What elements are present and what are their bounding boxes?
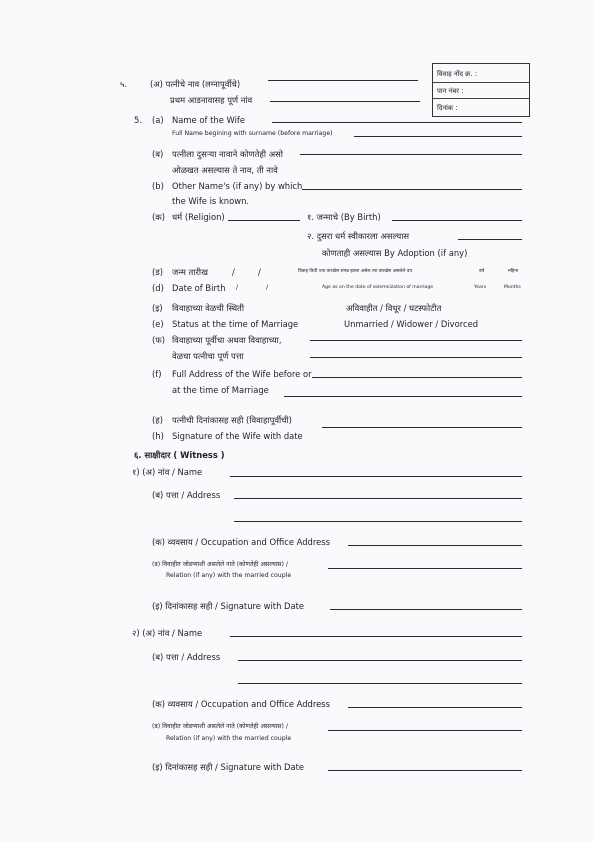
age-label-en: Age as on the date of solemnization of marriage <box>322 285 434 290</box>
wife-fullname-label-mr: प्रथम आडनावासह पूर्ण नांव <box>170 95 253 105</box>
witness-section-title: ६. साक्षीदार ( Witness ) <box>134 450 225 460</box>
witness2-name-label: २) (अ) नांव / Name <box>132 628 203 638</box>
other-names-line[interactable] <box>300 154 522 155</box>
q5h-key: (h) <box>152 431 164 441</box>
age-months-mr: महिना <box>508 269 519 274</box>
address-line-3[interactable] <box>312 377 522 378</box>
witness2-signature-label: (इ) दिनांकासह सही / Signature with Date <box>152 762 305 772</box>
q5b-key: (b) <box>152 181 164 191</box>
wife-signature-label-en: Signature of the Wife with date <box>172 431 303 441</box>
q5-number-en: 5. <box>134 115 142 125</box>
witness1-signature-line[interactable] <box>330 609 522 610</box>
wife-name-label-en: Name of the Wife <box>172 115 246 125</box>
age-years-mr: वर्ष <box>479 269 485 274</box>
dob-separator-en-1: / <box>236 284 239 291</box>
religion-by-birth-label: १. जन्माचे (By Birth) <box>307 212 381 222</box>
witness1-name-line[interactable] <box>230 476 522 477</box>
status-label-en: Status at the time of Marriage <box>172 319 299 329</box>
religion-line[interactable] <box>228 220 300 221</box>
q5e-key-mr: (इ) <box>152 303 163 313</box>
other-names-label-en: Other Name's (if any) by which <box>172 181 303 191</box>
religion-by-birth-line[interactable] <box>392 220 522 221</box>
registration-box <box>432 63 530 117</box>
witness2-occupation-label: (क) व्यवसाय / Occupation and Office Address <box>152 699 330 709</box>
witness1-relation-label-en: Relation (if any) with the married couple <box>166 572 292 579</box>
witness1-relation-label-mr: (ड) विवाहीत जोडप्याशी असलेले नाते (कोणतेही असल्यास) / <box>152 561 288 568</box>
dob-separator-1: / <box>232 267 235 277</box>
witness1-occupation-line[interactable] <box>348 545 522 546</box>
wife-signature-label-mr: पत्नीची दिनांकासह सही (विवाहापूर्वीची) <box>172 415 292 425</box>
q5d-key: (d) <box>152 283 164 293</box>
q5e-key: (e) <box>152 319 164 329</box>
age-years-en: Years <box>474 285 487 290</box>
witness1-address-label: (ब) पत्ता / Address <box>152 490 221 500</box>
witness2-signature-line[interactable] <box>328 770 522 771</box>
status-options-mr[interactable]: अविवाहीत / विधूर / घटस्फोटीत <box>346 303 442 313</box>
witness1-name-label: १) (अ) नांव / Name <box>132 467 203 477</box>
wife-fullname-label-en: Full Name begining with surname (before marriage) <box>172 130 333 137</box>
wife-name-label-mr: (अ) पत्नीचे नाव (लग्नापूर्वीचे) <box>150 79 241 89</box>
witness2-address-label: (ब) पत्ता / Address <box>152 652 221 662</box>
witness1-relation-line[interactable] <box>328 568 522 569</box>
q5-number-mr: ५. <box>120 79 128 89</box>
q5f-key-mr: (फ) <box>152 335 165 345</box>
dob-label-en: Date of Birth <box>172 283 226 293</box>
witness2-relation-label-en: Relation (if any) with the married couple <box>166 735 292 742</box>
witness2-relation-line[interactable] <box>328 730 522 731</box>
dob-label-mr: जन्म तारीख <box>172 267 208 277</box>
witness1-signature-label: (इ) दिनांकासह सही / Signature with Date <box>152 601 305 611</box>
witness2-relation-label-mr: (ड) विवाहीत जोडप्याशी असलेले नाते (कोणतेही असल्यास) / <box>152 723 288 730</box>
age-label-mr: विवाह विधी ज्या तारखेस संपन्न झाला असेल त्या तारखेस असलेले वय <box>298 269 413 274</box>
other-names-label-mr-2: ओळखत असल्यास ते नाव, ती नावे <box>172 165 278 175</box>
witness1-occupation-label: (क) व्यवसाय / Occupation and Office Address <box>152 537 330 547</box>
wife-name-line[interactable] <box>268 80 418 81</box>
other-names-label-mr: पत्नीला दुसऱ्या नावाने कोणतेही असो <box>172 149 283 159</box>
address-line-2[interactable] <box>310 357 522 358</box>
page-no-label: पान नंबर : <box>437 87 464 95</box>
wife-fullname-line[interactable] <box>270 101 420 102</box>
reg-date-label: दिनांक : <box>437 104 458 112</box>
religion-adopted-label-2: कोणताही असल्यास By Adoption (if any) <box>322 248 468 258</box>
other-names-en-line[interactable] <box>302 189 522 190</box>
marriage-reg-no-label: विवाह नोंद क्र. : <box>437 70 477 78</box>
witness2-address-line-2[interactable] <box>238 683 522 684</box>
address-line-4[interactable] <box>284 396 522 397</box>
witness2-name-line[interactable] <box>230 636 522 637</box>
wife-fullname-en-line[interactable] <box>354 136 522 137</box>
q5h-key-mr: (ह) <box>152 415 163 425</box>
wife-name-en-line[interactable] <box>272 122 522 123</box>
dob-separator-2: / <box>258 267 261 277</box>
q5b-key-mr: (ब) <box>152 149 164 159</box>
q5f-key: (f) <box>152 369 162 379</box>
status-options-en[interactable]: Unmarried / Widower / Divorced <box>344 319 479 329</box>
address-label-en-2: at the time of Marriage <box>172 385 269 395</box>
address-label-mr: विवाहाच्या पूर्वीचा अथवा विवाहाच्या, <box>172 335 282 345</box>
wife-signature-line[interactable] <box>322 427 522 428</box>
q5d-key-mr: (ड) <box>152 267 164 277</box>
religion-adopted-line[interactable] <box>458 239 522 240</box>
age-months-en: Months <box>504 285 521 290</box>
religion-adopted-label: २. दुसरा धर्म स्वीकारला असल्यास <box>307 231 410 241</box>
address-label-mr-2: वेळचा पत्नीचा पूर्ण पत्ता <box>172 351 244 361</box>
dob-separator-en-2: / <box>266 284 269 291</box>
witness2-occupation-line[interactable] <box>348 707 522 708</box>
status-label-mr: विवाहाच्या वेळची स्थिती <box>172 303 244 313</box>
q5c-key-mr: (क) <box>152 212 165 222</box>
witness1-address-line-2[interactable] <box>234 521 522 522</box>
other-names-label-en-2: the Wife is known. <box>172 196 250 206</box>
witness2-address-line-1[interactable] <box>238 660 522 661</box>
q5a-key: (a) <box>152 115 164 125</box>
address-label-en: Full Address of the Wife before or <box>172 369 312 379</box>
witness1-address-line-1[interactable] <box>234 498 522 499</box>
address-line-1[interactable] <box>310 340 522 341</box>
religion-label: धर्म (Religion) <box>172 212 225 222</box>
